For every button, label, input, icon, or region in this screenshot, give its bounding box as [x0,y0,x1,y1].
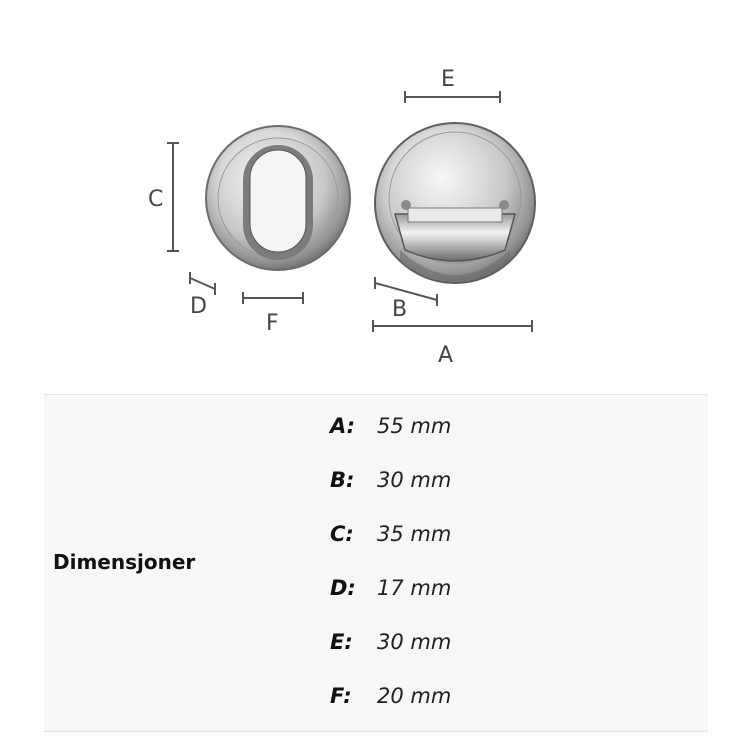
dimensions-table [44,394,708,732]
label-d: D [190,294,207,319]
dimensions-heading: Dimensjoner [53,550,196,574]
dimension-row-c [330,522,630,552]
dimension-row-d [330,576,630,606]
dimension-key: A: [330,414,356,438]
dimension-value: 30 mm [377,630,452,654]
dimension-row-b [330,468,630,498]
dimension-value: 35 mm [377,522,452,546]
dimension-row-a [330,414,630,444]
label-c: C [148,187,164,212]
dimension-key: B: [330,468,355,492]
dimension-key: F: [330,684,352,708]
dimension-value: 20 mm [377,684,452,708]
label-b: B [392,297,408,322]
label-f: F [266,311,279,336]
dimension-value: 55 mm [377,414,452,438]
label-e: E [441,67,455,92]
dimension-row-f [330,684,630,714]
label-a: A [438,343,454,368]
cylinder-rosette [206,126,350,270]
dimension-key: C: [330,522,354,546]
dimension-key: D: [330,576,356,600]
dimension-value: 30 mm [377,468,452,492]
dimension-value: 17 mm [377,576,452,600]
dimension-row-e [330,630,630,660]
thumbturn-rosette [375,123,535,283]
dimension-key: E: [330,630,353,654]
